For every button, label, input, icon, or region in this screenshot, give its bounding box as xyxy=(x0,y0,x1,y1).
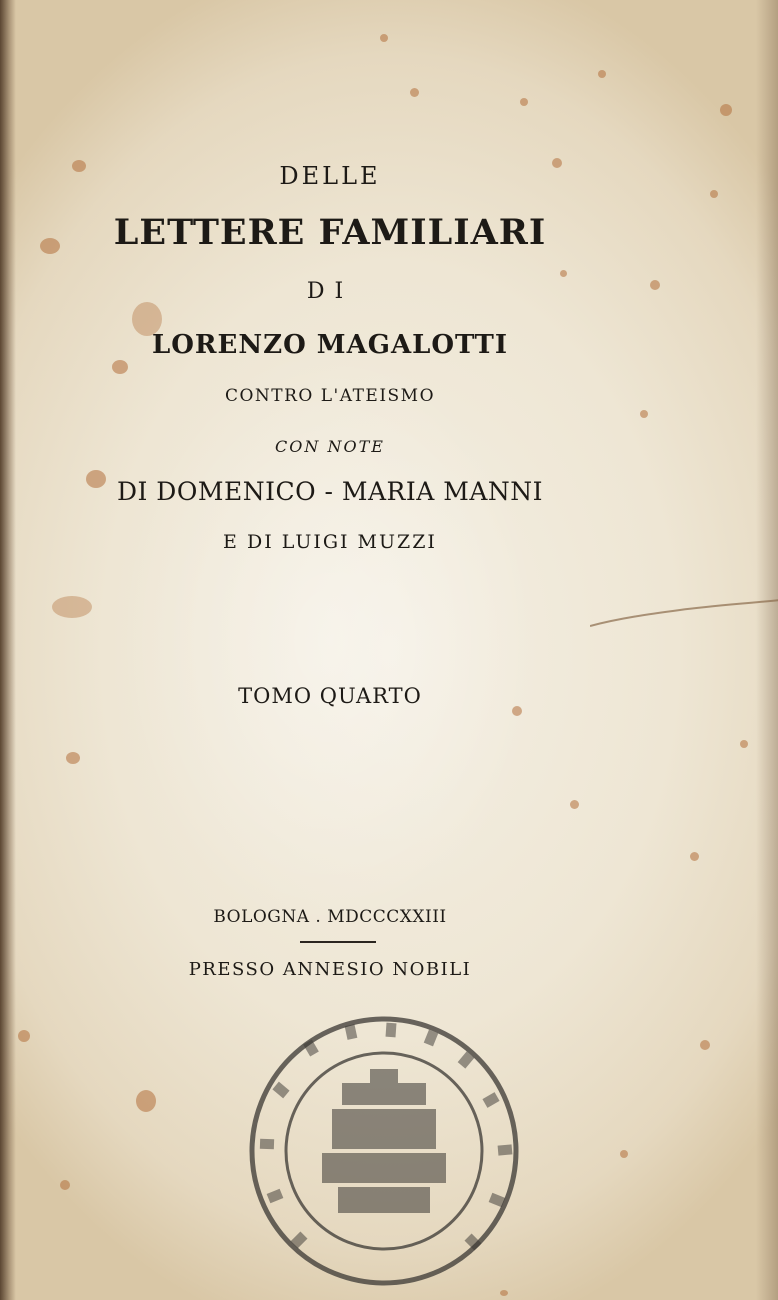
notes-intro: CON NOTE xyxy=(275,437,385,456)
imprint-divider xyxy=(300,941,376,943)
annotator-manni: DI DOMENICO - MARIA MANNI xyxy=(116,477,544,506)
title-line-di: DI xyxy=(306,279,354,304)
paper-tear-line xyxy=(590,596,778,636)
subject-line: CONTRO L'ATEISMO xyxy=(224,386,436,406)
page-edge-shadow xyxy=(756,0,778,1300)
title-line-delle: DELLE xyxy=(279,162,381,190)
author-name: LORENZO MAGALOTTI xyxy=(152,330,508,360)
annotator-muzzi: E DI LUIGI MUZZI xyxy=(223,531,437,553)
spine-shadow xyxy=(0,0,16,1300)
imprint-place-year: BOLOGNA . MDCCCXXIII xyxy=(213,907,447,927)
volume-label: TOMO QUARTO xyxy=(238,684,422,708)
main-title: LETTERE FAMILIARI xyxy=(113,212,547,253)
library-stamp-icon xyxy=(246,1013,522,1289)
publisher-line: PRESSO ANNESIO NOBILI xyxy=(188,959,472,980)
